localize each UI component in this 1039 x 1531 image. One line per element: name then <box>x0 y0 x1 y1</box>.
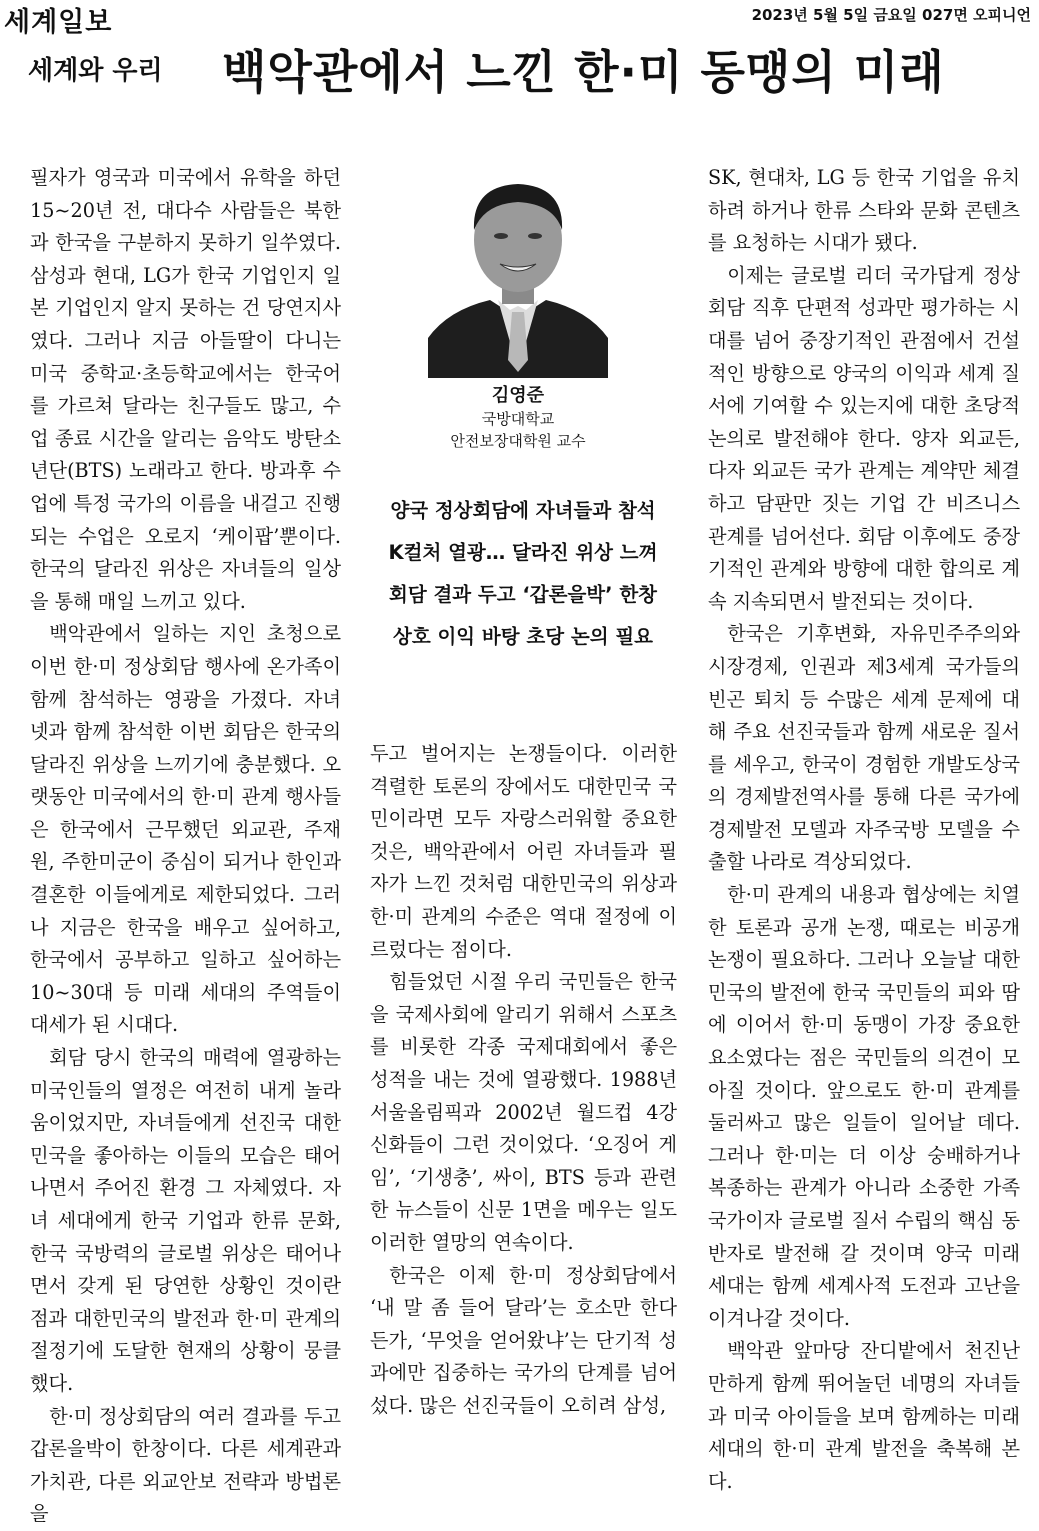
dateline: 2023년 5월 5일 금요일 027면 오피니언 <box>751 6 1031 24</box>
paragraph: 백악관 앞마당 잔디밭에서 천진난만하게 함께 뛰어놀던 네명의 자녀들과 미국 아이들을 보며 함께하는 미래 세대의 한·미 관계 발전을 축복해 본다. <box>708 1339 1020 1493</box>
summary-box <box>372 490 674 658</box>
paragraph: 필자가 영국과 미국에서 유학을 하던 15∼20년 전, 대다수 사람들은 북한과 한국을 구분하지 못하기 일쑤였다. 삼성과 현대, LG가 한국 기업인지 일본 기업인지 알지 못하는 건 당연지사였다. 그러나 지금 아들딸이 다니는 미국 중학교·초등학교에서는 한국어를 가르쳐 달라는 친구들도 많고, 수업 종료 시간을 알리는 음악도 방탄소년단(BTS) 노래라고 한다. 방과후 수업에 특정 국가의 이름을 내걸고 진행되는 수업은 오로지 ‘케이팝’뿐이다. 한국의 달라진 위상은 자녀들의 일상을 통해 매일 느끼고 있다. <box>30 166 341 613</box>
article-column-2 <box>370 738 677 1422</box>
section-label: 세계와 우리 <box>28 56 163 86</box>
paragraph: 백악관에서 일하는 지인 초청으로 이번 한·미 정상회담 행사에 온가족이 함께 참석하는 영광을 가졌다. 자녀 넷과 함께 참석한 이번 회담은 한국의 달라진 위상을 느끼기에 충분했다. 오랫동안 미국에서의 한·미 관계 행사들은 한국에서 근무했던 외교관, 주재원, 주한미군이 중심이 되거나 한인과 결혼한 이들에게로 제한되었다. 그러나 지금은 한국을 배우고 싶어하고, 한국에서 공부하고 일하고 싶어하는 10∼30대 등 미래 세대의 주역들이 대세가 된 시대다. <box>30 622 341 1037</box>
headline: 백악관에서 느낀 한·미 동맹의 미래 <box>222 45 945 99</box>
paragraph: 두고 벌어지는 논쟁들이다. 이러한 격렬한 토론의 장에서도 대한민국 국민이라면 모두 자랑스러워할 중요한 것은, 백악관에서 어린 자녀들과 필자가 느낀 것처럼 대한민국의 위상과 한·미 관계의 수준은 역대 절정에 이르렀다는 점이다. <box>370 742 677 961</box>
author-affiliation: 국방대학교 <box>481 410 555 428</box>
author-info <box>420 384 616 452</box>
summary-line: 상호 이익 바탕 초당 논의 필요 <box>393 625 653 648</box>
paragraph: 한국은 기후변화, 자유민주주의와 시장경제, 인권과 제3세계 국가들의 빈곤 퇴치 등 수많은 세계 문제에 대해 주요 선진국들과 함께 새로운 질서를 세우고, 한국이 경험한 개발도상국의 경제발전역사를 통해 다른 국가에 경제발전 모델과 자주국방 모델을 수출할 나라로 격상되었다. <box>708 622 1020 874</box>
summary-line: 회담 결과 두고 ‘갑론을박’ 한창 <box>388 583 657 606</box>
author-portrait-image <box>428 160 608 378</box>
author-photo <box>428 160 608 378</box>
article-column-3 <box>708 162 1020 1498</box>
paragraph: SK, 현대차, LG 등 한국 기업을 유치하려 하거나 한류 스타와 문화 콘텐츠를 요청하는 시대가 됐다. <box>708 166 1020 255</box>
paragraph: 회담 당시 한국의 매력에 열광하는 미국인들의 열정은 여전히 내게 놀라움이었지만, 자녀들에게 선진국 대한민국을 좋아하는 이들의 모습은 태어나면서 주어진 환경 그 자체였다. 자녀 세대에게 한국 기업과 한류 문화, 한국 국방력의 글로벌 위상은 태어나면서 갖게 된 당연한 상황인 것이란 점과 대한민국의 발전과 한·미 관계의 절정기에 도달한 현재의 상황이 뭉클했다. <box>30 1046 341 1395</box>
article-column-1 <box>30 162 341 1531</box>
paragraph: 한·미 정상회담의 여러 결과를 두고 갑론을박이 한창이다. 다른 세계관과 가치관, 다른 외교안보 전략과 방법론을 <box>30 1404 341 1526</box>
summary-line: K컬처 열광… 달라진 위상 느껴 <box>388 541 658 564</box>
paragraph: 힘들었던 시절 우리 국민들은 한국을 국제사회에 알리기 위해서 스포츠를 비롯한 각종 국제대회에서 좋은 성적을 내는 것에 열광했다. 1988년 서울올림픽과 2002년 월드컵 4강 신화들이 그런 것이었다. ‘오징어 게임’, ‘기생충’, 싸이, BTS 등과 관련한 뉴스들이 신문 1면을 메우는 일도 이러한 열망의 연속이다. <box>370 970 677 1254</box>
author-name: 김영준 <box>491 385 545 406</box>
summary-line: 양국 정상회담에 자녀들과 참석 <box>390 499 656 522</box>
paragraph: 이제는 글로벌 리더 국가답게 정상회담 직후 단편적 성과만 평가하는 시대를 넘어 중장기적인 관점에서 건설적인 방향으로 양국의 이익과 세계 질서에 기여할 수 있는지에 대한 초당적 논의로 발전해야 한다. 양자 외교든, 다자 외교든 국가 관계는 계약만 체결하고 담판만 짓는 기업 간 비즈니스 관계를 넘어선다. 회담 이후에도 중장기적인 관계와 방향에 대한 합의로 계속 지속되면서 발전되는 것이다. <box>708 263 1020 613</box>
author-title: 안전보장대학원 교수 <box>450 432 586 450</box>
paragraph: 한·미 관계의 내용과 협상에는 치열한 토론과 공개 논쟁, 때로는 비공개 논쟁이 필요하다. 그러나 오늘날 대한민국의 발전에 한국 국민들의 피와 땀에 이어서 한·미 동맹이 가장 중요한 요소였다는 점은 국민들의 의견이 모아질 것이다. 앞으로도 한·미 관계를 둘러싸고 많은 일들이 일어날 데다. 그러나 한·미는 더 이상 숭배하거나 복종하는 관계가 아니라 소중한 가족 국가이자 글로벌 질서 수립의 핵심 동반자로 발전해 갈 것이며 양국 미래 세대는 함께 세계사적 도전과 고난을 이겨나갈 것이다. <box>708 883 1020 1330</box>
paragraph: 한국은 이제 한·미 정상회담에서 ‘내 말 좀 들어 달라’는 호소만 한다든가, ‘무엇을 얻어왔냐’는 단기적 성과에만 집중하는 국가의 단계를 넘어섰다. 많은 선진국들이 오히려 삼성, <box>370 1263 677 1417</box>
newspaper-masthead: 세계일보 <box>4 7 113 38</box>
